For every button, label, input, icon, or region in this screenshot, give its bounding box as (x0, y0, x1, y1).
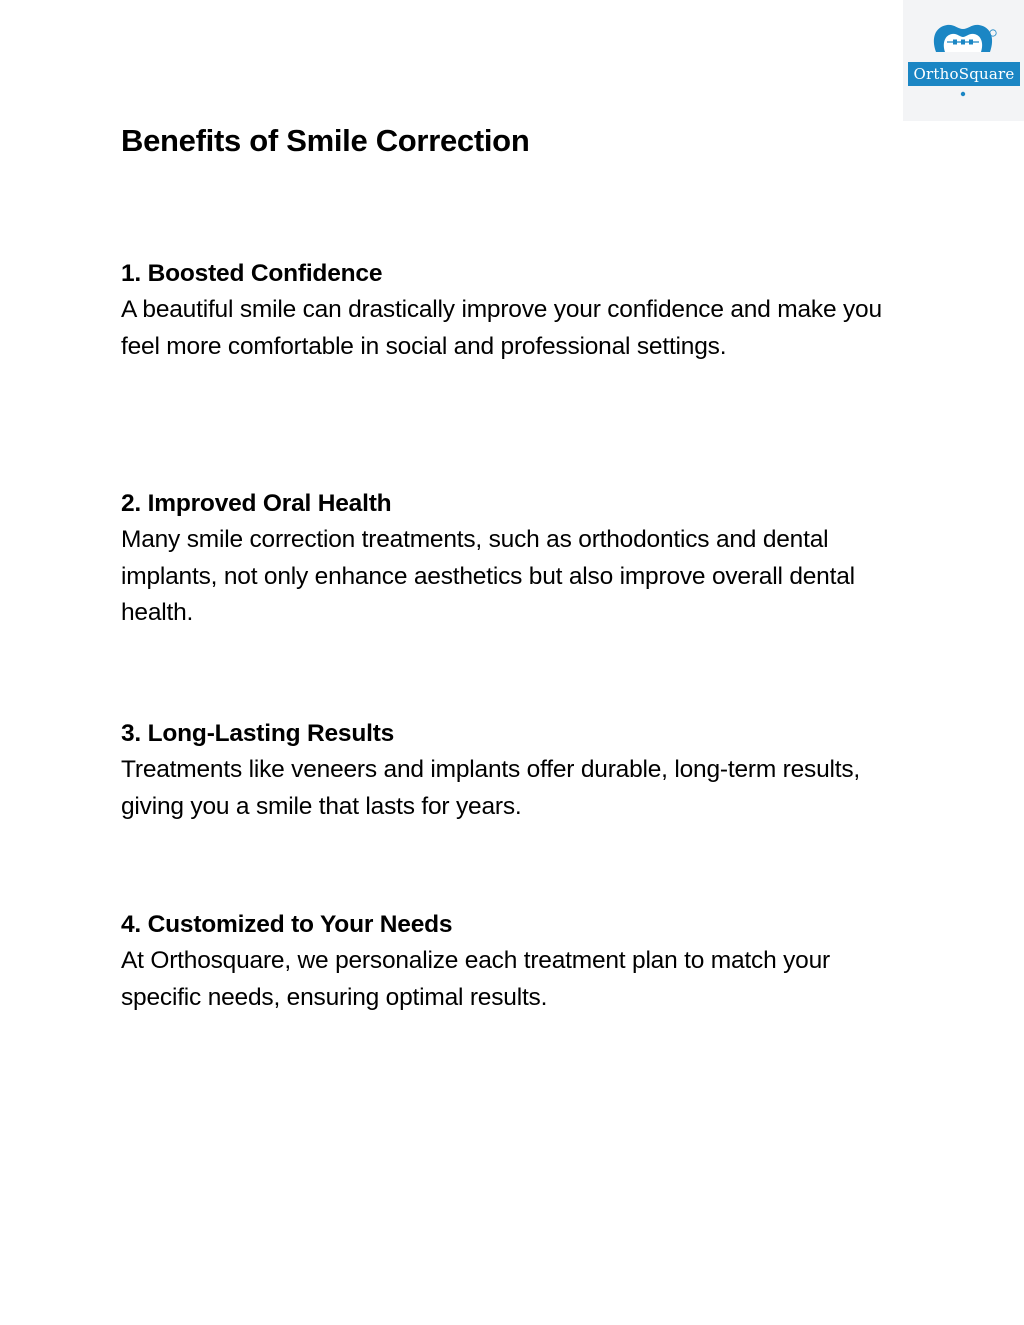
logo-wordmark: OrthoSquare (908, 62, 1020, 86)
benefit-text: A beautiful smile can drastically improve your confidence and make you feel more comfortable in social and professional settings. (121, 296, 882, 360)
benefit-heading: 4. Customized to Your Needs (121, 911, 453, 938)
benefit-heading: 1. Boosted Confidence (121, 260, 383, 287)
brand-logo (903, 0, 1024, 121)
benefit-heading: 3. Long-Lasting Results (121, 720, 395, 747)
benefit-text: At Orthosquare, we personalize each treatment plan to match your specific needs, ensuring optimal results. (121, 947, 830, 1011)
benefit-improved-oral-health (121, 486, 911, 632)
tooth-logo-icon (903, 0, 1024, 121)
benefit-long-lasting-results (121, 716, 911, 825)
benefit-customized-to-your-needs (121, 907, 911, 1016)
page-title: Benefits of Smile Correction (121, 123, 530, 158)
benefit-boosted-confidence (121, 256, 911, 365)
benefit-heading: 2. Improved Oral Health (121, 490, 392, 517)
benefit-text: Many smile correction treatments, such as orthodontics and dental implants, not only enhance aesthetics but also improve overall dental health. (121, 526, 855, 626)
benefit-text: Treatments like veneers and implants offer durable, long-term results, giving you a smile that lasts for years. (121, 756, 861, 820)
